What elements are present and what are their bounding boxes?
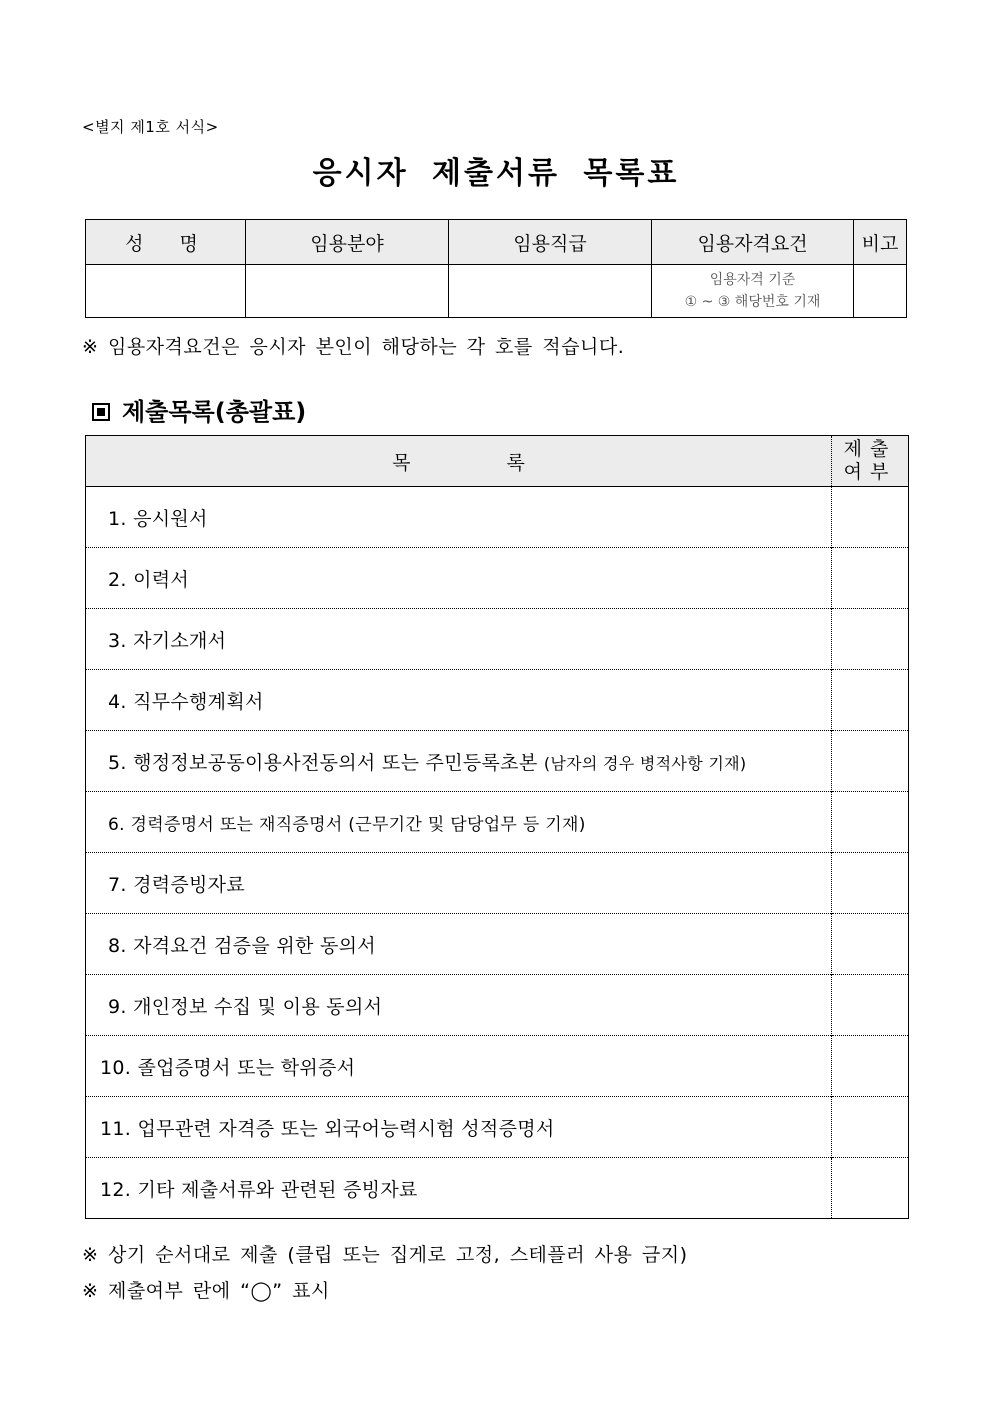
grade-cell[interactable]: [449, 265, 652, 318]
submitted-checkbox-cell[interactable]: [832, 609, 909, 670]
submitted-checkbox-cell[interactable]: [832, 792, 909, 853]
field-cell[interactable]: [246, 265, 449, 318]
list-item-text: 7. 경력증빙자료: [86, 853, 832, 914]
list-item-text: 1. 응시원서: [86, 487, 832, 548]
submitted-checkbox-cell[interactable]: [832, 1036, 909, 1097]
list-item: [86, 792, 909, 853]
list-item-text: 2. 이력서: [86, 548, 832, 609]
header-grade: 임용직급: [449, 220, 652, 265]
list-item-text: 3. 자기소개서: [86, 609, 832, 670]
list-header-row: [86, 436, 909, 487]
list-item: [86, 853, 909, 914]
list-item-note: (남자의 경우 병적사항 기재): [543, 753, 747, 773]
submitted-checkbox-cell[interactable]: [832, 731, 909, 792]
remarks-cell[interactable]: [854, 265, 907, 318]
list-item: [86, 1158, 909, 1219]
list-item: [86, 914, 909, 975]
list-item-text: 6. 경력증명서 또는 재직증명서 (근무기간 및 담당업무 등 기재): [86, 792, 832, 853]
submitted-checkbox-cell[interactable]: [832, 1158, 909, 1219]
applicant-info-table: [85, 219, 907, 318]
list-item-text: 9. 개인정보 수집 및 이용 동의서: [86, 975, 832, 1036]
list-item: [86, 670, 909, 731]
header-qualification: 임용자격요건: [652, 220, 854, 265]
section-title-text: 제출목록(총괄표): [122, 398, 307, 426]
list-item: [86, 731, 909, 792]
header-remarks: 비고: [854, 220, 907, 265]
header-submitted: [832, 436, 909, 487]
qualification-cell[interactable]: [652, 265, 854, 318]
form-label: <별지 제1호 서식>: [82, 118, 219, 136]
list-item: [86, 487, 909, 548]
list-item-text: 12. 기타 제출서류와 관련된 증빙자료: [86, 1158, 832, 1219]
list-item-text: 8. 자격요건 검증을 위한 동의서: [86, 914, 832, 975]
list-item: [86, 609, 909, 670]
header-submitted-2: 여부: [843, 461, 897, 483]
header-name: 성 명: [86, 220, 246, 265]
submission-order-note: ※ 상기 순서대로 제출 (클립 또는 집게로 고정, 스테플러 사용 금지): [82, 1244, 688, 1266]
document-title: 응시자 제출서류 목록표: [312, 156, 680, 191]
header-list-item: 목록: [86, 436, 832, 487]
list-item-text: [86, 731, 832, 792]
submitted-checkbox-cell[interactable]: [832, 975, 909, 1036]
submission-mark-note: ※ 제출여부 란에 “◯” 표시: [82, 1280, 330, 1302]
list-item: [86, 975, 909, 1036]
submission-list-table: [85, 435, 909, 1219]
qualification-hint-2: ① ~ ③ 해당번호 기재: [684, 294, 821, 310]
submitted-checkbox-cell[interactable]: [832, 670, 909, 731]
list-item: [86, 548, 909, 609]
submitted-checkbox-cell[interactable]: [832, 487, 909, 548]
section-title: [92, 392, 306, 427]
submitted-checkbox-cell[interactable]: [832, 1097, 909, 1158]
list-item-main: 5. 행정정보공동이용사전동의서 또는 주민등록초본: [108, 751, 544, 774]
header-field: 임용분야: [246, 220, 449, 265]
submitted-checkbox-cell[interactable]: [832, 548, 909, 609]
info-input-row: [86, 265, 907, 318]
info-header-row: [86, 220, 907, 265]
name-cell[interactable]: [86, 265, 246, 318]
list-item: [86, 1036, 909, 1097]
filled-square-icon: [92, 403, 110, 421]
qualification-hint-1: 임용자격 기준: [709, 272, 796, 288]
submitted-checkbox-cell[interactable]: [832, 853, 909, 914]
list-item: [86, 1097, 909, 1158]
list-item-text: 10. 졸업증명서 또는 학위증서: [86, 1036, 832, 1097]
header-submitted-1: 제출: [843, 438, 897, 460]
qualification-note: ※ 임용자격요건은 응시자 본인이 해당하는 각 호를 적습니다.: [82, 336, 625, 358]
list-item-text: 11. 업무관련 자격증 또는 외국어능력시험 성적증명서: [86, 1097, 832, 1158]
submitted-checkbox-cell[interactable]: [832, 914, 909, 975]
list-item-text: 4. 직무수행계획서: [86, 670, 832, 731]
